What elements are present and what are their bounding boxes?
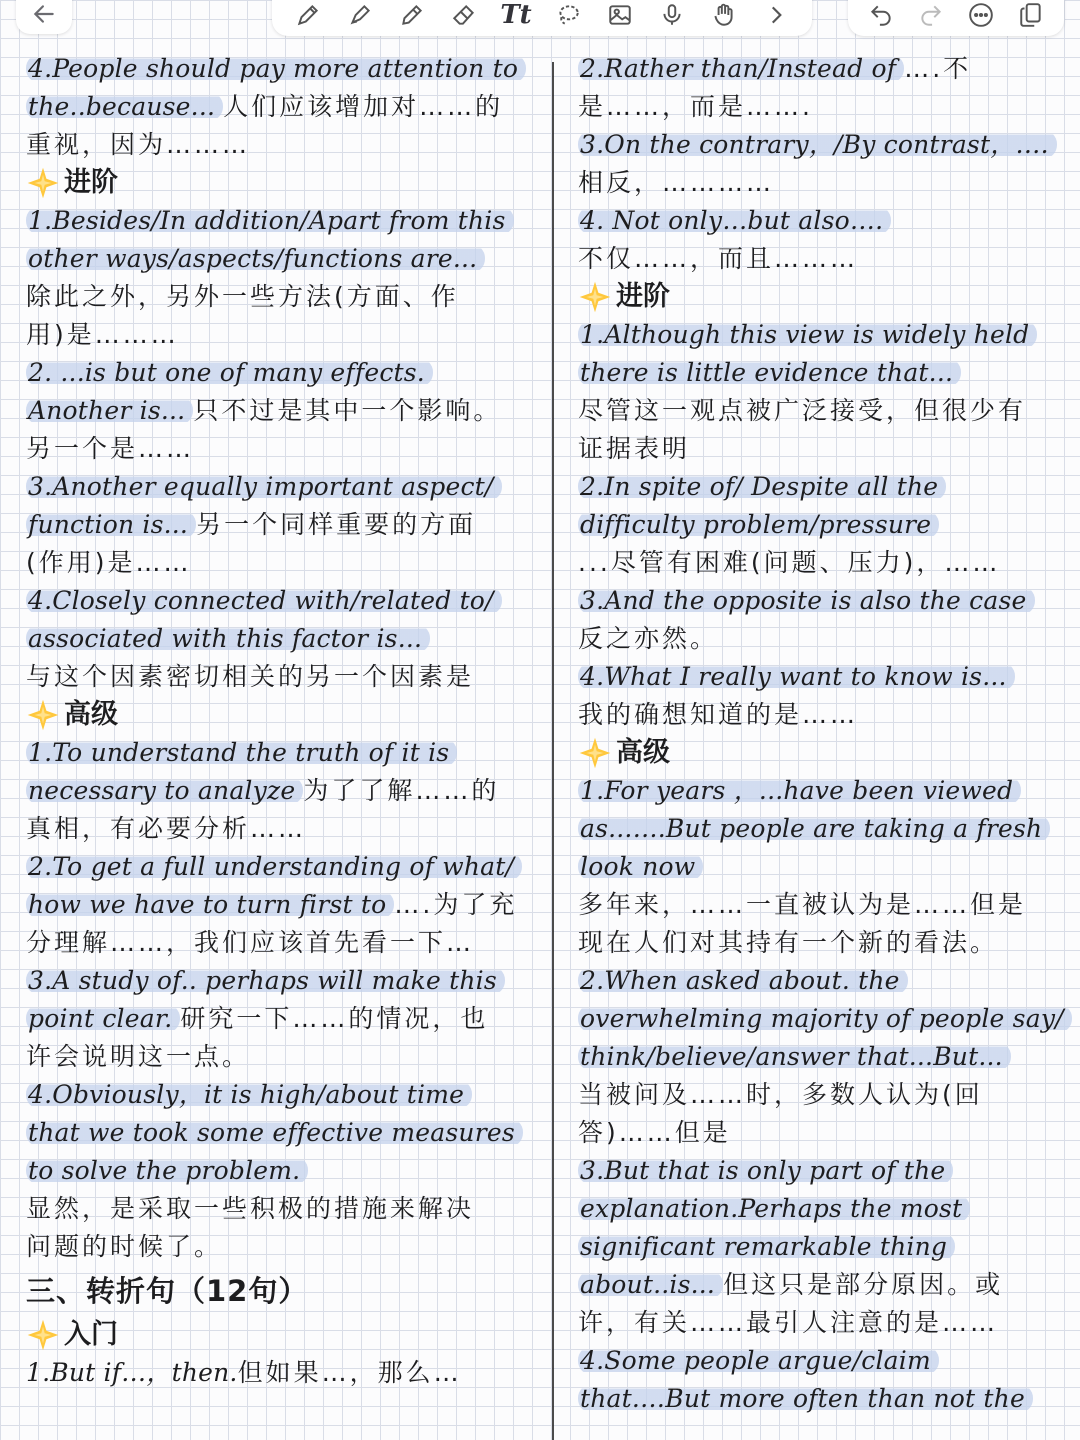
translation-line: 许，有关……最引人注意的是……	[578, 1308, 999, 1337]
translation-line: 尽管这一观点被广泛接受，但很少有	[578, 396, 1027, 425]
phrase-line: 2.Rather than/Instead of	[578, 54, 904, 83]
phrase-line: as...….But people are taking a fresh	[578, 814, 1050, 843]
pencil-icon[interactable]	[398, 1, 426, 29]
translation-line: 分理解……，我们应该首先看一下…	[26, 928, 475, 957]
text-tool-icon[interactable]: Tt	[500, 0, 532, 30]
marker-icon[interactable]	[346, 1, 374, 29]
more-icon[interactable]	[967, 1, 995, 29]
phrase-line: that we took some effective measures	[26, 1118, 523, 1147]
translation-line: 重视，因为………	[26, 130, 251, 159]
heading-label: 进阶	[616, 281, 670, 312]
translation-line: 反之亦然。	[578, 624, 719, 653]
phrase-line: 3.Another equally important aspect/	[26, 472, 502, 501]
phrase-line: think/believe/answer that...But...	[578, 1042, 1011, 1071]
pen-icon[interactable]	[294, 1, 322, 29]
translation-line: (作用)是……	[26, 548, 192, 577]
phrase-line: look now	[578, 852, 703, 881]
phrase-line: there is little evidence that...	[578, 358, 961, 387]
microphone-icon[interactable]	[658, 1, 686, 29]
phrase-line: other ways/aspects/functions are...	[26, 244, 485, 273]
phrase-line: 4.Obviously，it is high/about time	[26, 1080, 472, 1109]
pages-icon[interactable]	[1017, 1, 1045, 29]
phrase-line: that.…But more often than not the	[578, 1384, 1033, 1413]
translation-line: 除此之外，另外一些方法(方面、作	[26, 282, 459, 311]
phrase-line: 4.What I really want to know is...	[578, 662, 1015, 691]
drawing-tools	[272, 0, 812, 36]
sparkle-star-icon	[26, 698, 60, 732]
phrase-line: the..because...	[26, 92, 223, 121]
redo-icon[interactable]	[917, 1, 945, 29]
level-heading	[26, 164, 531, 202]
translation-line: ….不	[904, 54, 972, 83]
arrow-left-icon	[30, 0, 58, 28]
translation-line: 答)……但是	[578, 1118, 731, 1147]
translation-line: 另一个是……	[26, 434, 195, 463]
level-heading	[26, 696, 531, 734]
phrase-line: 1.To understand the truth of it is	[26, 738, 457, 767]
heading-label: 高级	[64, 699, 118, 730]
phrase-line: 1.Although this view is widely held	[578, 320, 1037, 349]
level-heading	[26, 1316, 531, 1354]
translation-line: 但如果…，那么…	[237, 1358, 462, 1387]
translation-line: ...尽管有困难(问题、压力)，……	[578, 548, 1001, 577]
phrase-line: significant remarkable thing	[578, 1232, 955, 1261]
translation-line: 现在人们对其持有一个新的看法。	[578, 928, 999, 957]
back-button[interactable]	[16, 0, 72, 34]
translation-line: 但这只是部分原因。或	[723, 1270, 1004, 1299]
translation-line: 与这个因素密切相关的另一个因素是	[26, 662, 475, 691]
phrase-line: 3.And the opposite is also the case	[578, 586, 1035, 615]
phrase-line: 1.For years ，...have been viewed	[578, 776, 1021, 805]
translation-line: 我的确想知道的是……	[578, 700, 859, 729]
translation-line: 研究一下……的情况，也	[180, 1004, 489, 1033]
phrase-line: 2.When asked about. the	[578, 966, 908, 995]
document-actions	[848, 0, 1064, 36]
translation-line: 许会说明这一点。	[26, 1042, 251, 1071]
column-divider	[552, 62, 554, 1440]
left-column	[26, 50, 531, 1392]
translation-line: 问题的时候了。	[26, 1232, 223, 1261]
sparkle-star-icon	[578, 280, 612, 314]
undo-icon[interactable]	[867, 1, 895, 29]
sparkle-star-icon	[578, 736, 612, 770]
translation-line: 人们应该增加对……的	[223, 92, 504, 121]
heading-label: 高级	[616, 737, 670, 768]
translation-line: 用)是………	[26, 320, 179, 349]
phrase-line: 2.In spite of/ Despite all the	[578, 472, 946, 501]
phrase-line: how we have to turn first to	[26, 890, 394, 919]
translation-line: 另一个同样重要的方面	[196, 510, 477, 539]
phrase-line: difficulty problem/pressure	[578, 510, 939, 539]
translation-line: 证据表明	[578, 434, 691, 463]
translation-line: 显然，是采取一些积极的措施来解决	[26, 1194, 475, 1223]
phrase-line: 1.Besides/In addition/Apart from this	[26, 206, 514, 235]
translation-line: 只不过是其中一个影响。	[193, 396, 502, 425]
heading-label: 入门	[64, 1319, 118, 1350]
translation-line: ….为了充	[394, 890, 518, 919]
translation-line: 多年来，……一直被认为是……但是	[578, 890, 1027, 919]
phrase-line: to solve the problem.	[26, 1156, 308, 1185]
phrase-line: function is...	[26, 510, 196, 539]
section-title: 三、转折句（12句）	[26, 1274, 309, 1308]
translation-line: 真相，有必要分析……	[26, 814, 307, 843]
phrase-line: 3.But that is only part of the	[578, 1156, 953, 1185]
sparkle-star-icon	[26, 1318, 60, 1352]
translation-line: 不仅……，而且………	[578, 244, 859, 273]
translation-line: 当被问及……时，多数人认为(回	[578, 1080, 983, 1109]
image-icon[interactable]	[606, 1, 634, 29]
phrase-line: overwhelming majority of people say/	[578, 1004, 1072, 1033]
phrase-line: point clear.	[26, 1004, 180, 1033]
phrase-line: 4.Closely connected with/related to/	[26, 586, 502, 615]
phrase-line: 1.But if…，then.	[26, 1358, 238, 1387]
phrase-line: 4.Some people argue/claim	[578, 1346, 939, 1375]
phrase-line: associated with this factor is...	[26, 624, 430, 653]
translation-line: 是……，而是…….	[578, 92, 813, 121]
phrase-line: 3.A study of.. perhaps will make this	[26, 966, 505, 995]
phrase-line: 3.On the contrary，/By contrast，….	[578, 130, 1057, 159]
eraser-icon[interactable]	[450, 1, 478, 29]
hand-draw-icon[interactable]	[710, 1, 738, 29]
phrase-line: 4. Not only…but also….	[578, 206, 891, 235]
phrase-line: 4.People should pay more attention to	[26, 54, 526, 83]
top-toolbar	[0, 0, 1080, 40]
phrase-line: Another is...	[26, 396, 193, 425]
level-heading	[578, 734, 1073, 772]
phrase-line: 2.To get a full understanding of what/	[26, 852, 522, 881]
phrase-line: explanation.Perhaps the most	[578, 1194, 970, 1223]
lasso-icon[interactable]	[554, 1, 582, 29]
sparkle-star-icon	[26, 166, 60, 200]
chevron-right-icon[interactable]	[762, 1, 790, 29]
level-heading	[578, 278, 1073, 316]
translation-line: 相反，…………	[578, 168, 775, 197]
right-column	[578, 50, 1073, 1418]
phrase-line: necessary to analyze	[26, 776, 303, 805]
heading-label: 进阶	[64, 167, 118, 198]
translation-line: 为了了解……的	[303, 776, 500, 805]
phrase-line: about..is...	[578, 1270, 723, 1299]
phrase-line: 2. ...is but one of many effects.	[26, 358, 433, 387]
